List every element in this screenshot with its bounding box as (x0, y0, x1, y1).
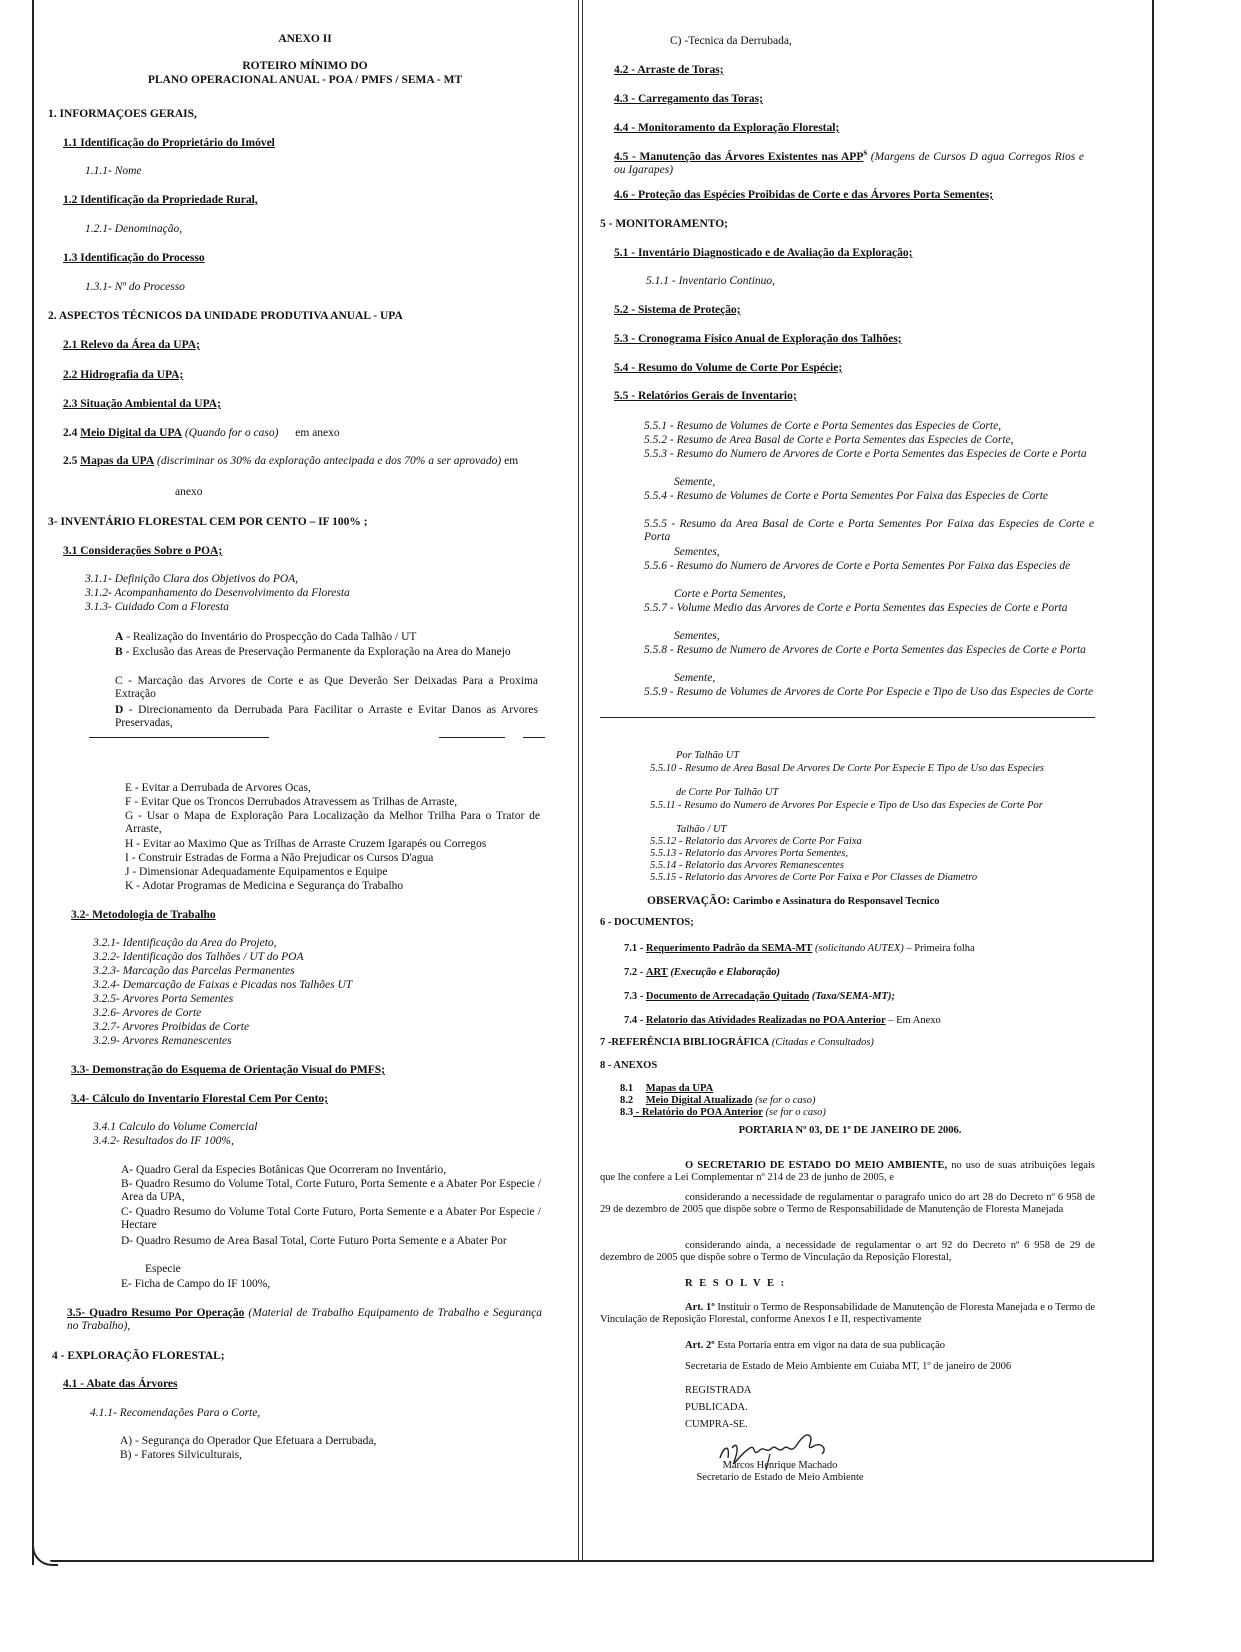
item-3-2-1: 3.2.1- Identificação da Area do Projeto, (93, 937, 277, 949)
resolve-heading: R E S O L V E : (685, 1278, 787, 1289)
section-3-2: 3.2- Metodologia de Trabalho (71, 909, 216, 921)
doc-7-4-num: 7.4 - (624, 1015, 644, 1026)
annex-8-1-num: 8.1 (620, 1083, 634, 1094)
section-2-5-tail: anexo (175, 486, 203, 498)
item-3-2-3: 3.2.3- Marcação das Parcelas Permanentes (93, 965, 295, 977)
doc-7-2-num: 7.2 - (624, 967, 644, 978)
item-3-2-2: 3.2.2- Identificação dos Talhões / UT do POA (93, 951, 304, 963)
page-border-right (1152, 0, 1154, 1560)
annex-subtitle-2: PLANO OPERACIONAL ANUAL - POA / PMFS / SEMA - MT (147, 74, 463, 86)
section-1: 1. INFORMAÇOES GERAIS, (48, 108, 197, 120)
section-3-4: 3.4- Cálculo do Inventario Florestal Cem Por Cento; (71, 1093, 329, 1105)
annex-8-2-num: 8.2 (620, 1095, 634, 1106)
report-5-5-7-cont: Sementes, (674, 630, 720, 642)
section-2-4 (63, 427, 340, 440)
report-5-5-15: 5.5.15 - Relatorio das Arvores de Corte Por Faixa e Por Classes de Diametro (650, 872, 978, 883)
section-4-5-title: 4.5 - Manutenção das Árvores Existentes nas APP (614, 150, 864, 163)
report-5-5-4: 5.5.4 - Resumo de Volumes de Corte e Porta Sementes Por Faixa das Especies de Corte (644, 490, 1049, 502)
care-item-b (115, 646, 538, 659)
report-5-5-2: 5.5.2 - Resumo de Area Basal de Corte e Porta Sementes das Especies de Corte, (644, 434, 1014, 446)
item-3-2-5: 3.2.5- Arvores Porta Sementes (93, 993, 234, 1005)
observation-text: Carimbo e Assinatura do Responsavel Tecnico (730, 896, 940, 907)
item-3-2-9: 3.2.9- Arvores Remanescentes (93, 1035, 232, 1047)
care-item-a (115, 631, 538, 644)
rule (523, 737, 545, 738)
observation (647, 895, 940, 908)
annex-8-2-note: (se for o caso) (755, 1095, 816, 1106)
section-2-4-num: 2.4 (63, 427, 78, 439)
page-border-corner (32, 1540, 58, 1566)
report-5-5-3: 5.5.3 - Resumo do Numero de Arvores de Corte e Porta Sementes das Especies de Corte e Porta (644, 448, 1087, 460)
portaria-preamble-key: O SECRETARIO DE ESTADO DO MEIO AMBIENTE, (685, 1160, 948, 1171)
doc-7-3-title: Documento de Arrecadação Quitado (645, 991, 810, 1002)
care-item-a-text: - Realização do Inventário do Prospecção do Cada Talhão / UT (123, 631, 417, 643)
section-7-note: (Citadas e Consultados) (771, 1037, 874, 1048)
column-break-rule (600, 717, 1095, 718)
portaria-title: PORTARIA Nº 03, DE 1º DE JANEIRO DE 2006. (738, 1125, 962, 1136)
recommendation-b: B) - Fatores Silviculturais, (120, 1449, 243, 1461)
care-item-b-key: B (115, 646, 123, 658)
result-b: B- Quadro Resumo do Volume Total, Corte Futuro, Porta Semente e a Abater Por Especie / Area da UPA, (121, 1178, 541, 1203)
item-3-4-1: 3.4.1 Calculo do Volume Comercial (93, 1121, 258, 1133)
report-5-5-8: 5.5.8 - Resumo de Numero de Arvores de Corte e Porta Sementes das Especies de Corte e Porta (644, 644, 1086, 656)
doc-7-4-title: Relatorio das Atividades Realizadas no POA Anterior (645, 1015, 886, 1026)
annex-subtitle-1: ROTEIRO MÍNIMO DO (242, 60, 368, 72)
section-4-5-superscript: s (863, 147, 868, 158)
section-8: 8 - ANEXOS (600, 1060, 658, 1071)
care-item-d (115, 704, 538, 730)
signer-role: Secretario de Estado de Meio Ambiente (696, 1472, 864, 1483)
care-item-e: E - Evitar a Derrubada de Arvores Ocas, (125, 782, 311, 794)
item-3-1-2: 3.1.2- Acompanhamento do Desenvolvimento da Floresta (85, 587, 350, 599)
portaria-considering-1: considerando a necessidade de regulamentar o paragrafo unico do art 28 do Decreto nº 6 958 de 29 de dezembro de 2005 que dispõe sobre o Termo de Responsabilidade de Manutenção de Floresta Manejada (600, 1192, 1095, 1215)
section-5-2: 5.2 - Sistema de Proteção; (614, 304, 741, 316)
annex-8-1 (620, 1083, 713, 1095)
article-2-text: Esta Portaria entra em vigor na data de sua publicação (714, 1340, 946, 1351)
result-d: D- Quadro Resumo de Area Basal Total, Corte Futuro Porta Semente e a Abater Por (121, 1235, 507, 1247)
recommendation-c: C) -Tecnica da Derrubada, (670, 35, 792, 47)
report-5-5-9-cont: Por Talhão UT (676, 750, 740, 761)
section-4-6: 4.6 - Proteção das Espécies Proibidas de Corte e das Árvores Porta Sementes; (614, 189, 994, 201)
section-5-5: 5.5 - Relatórios Gerais de Inventario; (614, 390, 797, 402)
section-3-5 (67, 1307, 542, 1333)
result-a: A- Quadro Geral da Especies Botânicas Que Ocorreram no Inventário, (121, 1164, 447, 1176)
care-item-d-key: D (115, 704, 124, 716)
section-2-3: 2.3 Situação Ambiental da UPA; (63, 398, 221, 410)
item-5-1-1: 5.1.1 - Inventario Continuo, (646, 275, 776, 287)
enforce: CUMPRA-SE. (685, 1419, 748, 1430)
report-5-5-10-cont: de Corte Por Talhão UT (676, 787, 779, 798)
report-5-5-12: 5.5.12 - Relatorio das Arvores de Corte Por Faixa (650, 836, 862, 847)
portaria-preamble (600, 1160, 1095, 1184)
section-4: 4 - EXPLORAÇÃO FLORESTAL; (52, 1350, 225, 1362)
doc-7-2-title: ART (645, 967, 668, 978)
article-1-text: Instituir o Termo de Responsabilidade de Manutenção de Floresta Manejada e o Termo de Vinculação de Reposição Florestal, conforme Anexos I e II, respectivamente (600, 1302, 1095, 1325)
care-item-k: K - Adotar Programas de Medicina e Segurança do Trabalho (125, 880, 404, 892)
report-5-5-5: 5.5.5 - Resumo da Area Basal de Corte e Porta Sementes Por Faixa das Especies de Corte e Porta (644, 518, 1094, 543)
report-5-5-9: 5.5.9 - Resumo de Volumes de Arvores de Corte Por Especie e Tipo de Uso das Especies de Corte (644, 686, 1094, 698)
item-1-3-1: 1.3.1- Nº do Processo (85, 281, 185, 293)
rule (89, 737, 269, 738)
article-1-key: Art. 1º (685, 1302, 715, 1313)
annex-8-3 (620, 1107, 826, 1119)
section-4-1: 4.1 - Abate das Árvores (63, 1378, 178, 1390)
section-1-1: 1.1 Identificação do Proprietário do Imóvel (63, 137, 275, 149)
section-2-5-note: (discriminar os 30% da exploração antecipada e dos 70% a ser aprovado) (157, 455, 502, 467)
result-e: E- Ficha de Campo do IF 100%, (121, 1278, 271, 1290)
item-3-2-7: 3.2.7- Arvores Proibidas de Corte (93, 1021, 250, 1033)
care-item-g: G - Usar o Mapa de Exploração Para Localização da Melhor Trilha Para o Trator de Arraste, (125, 810, 540, 835)
item-3-4-2: 3.4.2- Resultados do IF 100%, (93, 1135, 234, 1147)
care-item-f: F - Evitar Que os Troncos Derrubados Atravessem as Trilhas de Arraste, (125, 796, 458, 808)
doc-7-4 (624, 1015, 941, 1027)
doc-7-1-num: 7.1 - (624, 943, 644, 954)
article-2 (685, 1340, 945, 1352)
section-5: 5 - MONITORAMENTO; (600, 218, 728, 230)
annex-title: ANEXO II (278, 33, 332, 45)
section-3-5-note: (Material de Trabalho Equipamento de Trabalho e Segurança no Trabalho), (67, 1307, 543, 1332)
section-1-2: 1.2 Identificação da Propriedade Rural, (63, 194, 258, 206)
item-3-1-1: 3.1.1- Definição Clara dos Objetivos do POA, (85, 573, 299, 585)
doc-7-4-tail: – Em Anexo (885, 1015, 941, 1026)
published: PUBLICADA. (685, 1402, 748, 1413)
section-3: 3- INVENTÁRIO FLORESTAL CEM POR CENTO – IF 100% ; (48, 516, 368, 528)
doc-7-1-title: Requerimento Padrão da SEMA-MT (645, 943, 813, 954)
care-item-d-text: - Direcionamento da Derrubada Para Facilitar o Arraste e Evitar Danos as Arvores Preservadas, (115, 704, 538, 729)
care-item-h: H - Evitar ao Maximo Que as Trilhas de Arraste Cruzem Igarapés ou Corregos (125, 838, 487, 850)
section-2-4-note: (Quando for o caso) (184, 427, 279, 439)
section-2-5-num: 2.5 (63, 455, 78, 467)
section-6: 6 - DOCUMENTOS; (600, 917, 694, 928)
section-2-2: 2.2 Hidrografia da UPA; (63, 369, 184, 381)
rule (439, 737, 505, 738)
section-2-4-tail: em anexo (295, 427, 340, 439)
signer-name: Marcos Henrique Machado (722, 1460, 838, 1471)
section-7-references (600, 1037, 874, 1049)
doc-7-2 (624, 967, 780, 979)
portaria-considering-2: considerando ainda, a necessidade de regulamentar o art 92 do Decreto nº 6 958 de 29 de dezembro de 2005 que dispõe sobre o Termo de Vinculação da Reposição Florestal, (600, 1240, 1095, 1263)
section-4-4: 4.4 - Monitoramento da Exploração Florestal; (614, 122, 840, 134)
item-4-1-1: 4.1.1- Recomendações Para o Corte, (90, 1407, 261, 1419)
registered: REGISTRADA (685, 1385, 752, 1396)
item-3-2-4: 3.2.4- Demarcação de Faixas e Picadas nos Talhões UT (93, 979, 353, 991)
care-item-i: I - Construir Estradas de Forma a Não Prejudicar os Cursos D'agua (125, 852, 434, 864)
section-2-5-title: Mapas da UPA (80, 455, 155, 467)
report-5-5-1: 5.5.1 - Resumo de Volumes de Corte e Porta Sementes das Especies de Corte, (644, 420, 1002, 432)
section-4-5-note: (Margens de Cursos D agua Corregos Rios e ou Igarapes) (614, 150, 1084, 176)
item-3-2-6: 3.2.6- Arvores de Corte (93, 1007, 202, 1019)
care-item-b-text: - Exclusão das Areas de Preservação Permanente da Exploração na Area do Manejo (122, 646, 511, 658)
doc-7-1-tail: – Primeira folha (903, 943, 975, 954)
doc-7-3-note: (Taxa/SEMA-MT); (811, 991, 895, 1002)
care-item-a-key: A (115, 631, 124, 643)
section-3-3: 3.3- Demonstração do Esquema de Orientação Visual do PMFS; (71, 1064, 386, 1076)
annex-8-3-num: 8.3 (620, 1107, 634, 1118)
report-5-5-3-cont: Semente, (674, 476, 716, 488)
report-5-5-7: 5.5.7 - Volume Medio das Arvores de Corte e Porta Sementes das Especies de Corte e Porta (644, 602, 1068, 614)
doc-7-3 (624, 991, 895, 1003)
section-5-1: 5.1 - Inventário Diagnosticado e de Avaliação da Exploração; (614, 247, 913, 259)
section-5-3: 5.3 - Cronograma Físico Anual de Exploração dos Talhões; (614, 333, 902, 345)
section-2: 2. ASPECTOS TÉCNICOS DA UNIDADE PRODUTIVA ANUAL - UPA (48, 310, 403, 322)
annex-8-3-title: - Relatório do POA Anterior (633, 1107, 763, 1118)
annex-8-3-note: (se for o caso) (765, 1107, 826, 1118)
column-divider (578, 0, 583, 1560)
section-3-5-title: 3.5- Quadro Resumo Por Operação (67, 1307, 245, 1319)
page-border-bottom (50, 1560, 1154, 1562)
report-5-5-8-cont: Semente, (674, 672, 716, 684)
portaria-preamble-text: no uso de suas atribuições legais que lhe confere a Lei Complementar nº 214 de 23 de junho de 2005, e (600, 1160, 1095, 1183)
item-1-2-1: 1.2.1- Denominação, (85, 223, 183, 235)
observation-key: OBSERVAÇÃO: (647, 895, 731, 907)
place-date: Secretaria de Estado de Meio Ambiente em Cuiaba MT, 1º de janeiro de 2006 (685, 1361, 1012, 1372)
report-5-5-14: 5.5.14 - Relatorio das Arvores Remanescentes (650, 860, 844, 871)
item-3-1-3: 3.1.3- Cuidado Com a Floresta (85, 601, 229, 613)
report-5-5-13: 5.5.13 - Relatorio das Arvores Porta Sementes, (650, 848, 849, 859)
doc-7-2-note: (Execução e Elaboração) (670, 967, 780, 978)
care-item-j: J - Dimensionar Adequadamente Equipamentos e Equipe (125, 866, 388, 878)
article-1 (600, 1302, 1095, 1326)
recommendation-a: A) - Segurança do Operador Que Efetuara a Derrubada, (120, 1435, 377, 1447)
doc-7-3-num: 7.3 - (624, 991, 644, 1002)
report-5-5-11-cont: Talhão / UT (676, 824, 727, 835)
section-1-3: 1.3 Identificação do Processo (63, 252, 205, 264)
report-5-5-11: 5.5.11 - Resumo do Numero de Arvores Por Especie e Tipo de Uso das Especies de Corte Por (650, 800, 1043, 811)
doc-7-1-note: (solicitando AUTEX) (815, 943, 904, 954)
report-5-5-6: 5.5.6 - Resumo do Numero de Arvores de Corte e Porta Sementes Por Faixa das Especies de (644, 560, 1071, 572)
section-2-5-em: em (504, 455, 519, 467)
section-2-5 (63, 455, 553, 468)
section-4-5 (614, 146, 1084, 177)
report-5-5-10: 5.5.10 - Resumo de Area Basal De Arvores De Corte Por Especie E Tipo de Uso das Especies (650, 763, 1044, 774)
report-5-5-6-cont: Corte e Porta Sementes, (674, 588, 786, 600)
section-5-4: 5.4 - Resumo do Volume de Corte Por Espécie; (614, 362, 843, 374)
section-3-1: 3.1 Considerações Sobre o POA; (63, 545, 223, 557)
annex-8-2-title: Meio Digital Atualizado (645, 1095, 753, 1106)
section-4-3: 4.3 - Carregamento das Toras; (614, 93, 763, 105)
section-4-2: 4.2 - Arraste de Toras; (614, 64, 724, 76)
page-border-left (32, 0, 34, 1565)
annex-8-2 (620, 1095, 816, 1107)
section-7-title: 7 -REFERÊNCIA BIBLIOGRÁFICA (600, 1037, 770, 1048)
annex-8-1-title: Mapas da UPA (645, 1083, 714, 1094)
doc-7-1 (624, 943, 975, 955)
result-c: C- Quadro Resumo do Volume Total Corte Futuro, Porta Semente e a Abater Por Especie / Hectare (121, 1206, 541, 1231)
care-item-c: C - Marcação das Arvores de Corte e as Que Deverão Ser Deixadas Para a Proxima Extração (115, 675, 538, 700)
section-2-4-title: Meio Digital da UPA (80, 427, 182, 439)
article-2-key: Art. 2º (685, 1340, 715, 1351)
item-1-1-1: 1.1.1- Nome (85, 165, 142, 177)
report-5-5-5-cont: Sementes, (674, 546, 720, 558)
section-2-1: 2.1 Relevo da Área da UPA; (63, 339, 200, 351)
result-d-cont: Especie (145, 1263, 181, 1275)
